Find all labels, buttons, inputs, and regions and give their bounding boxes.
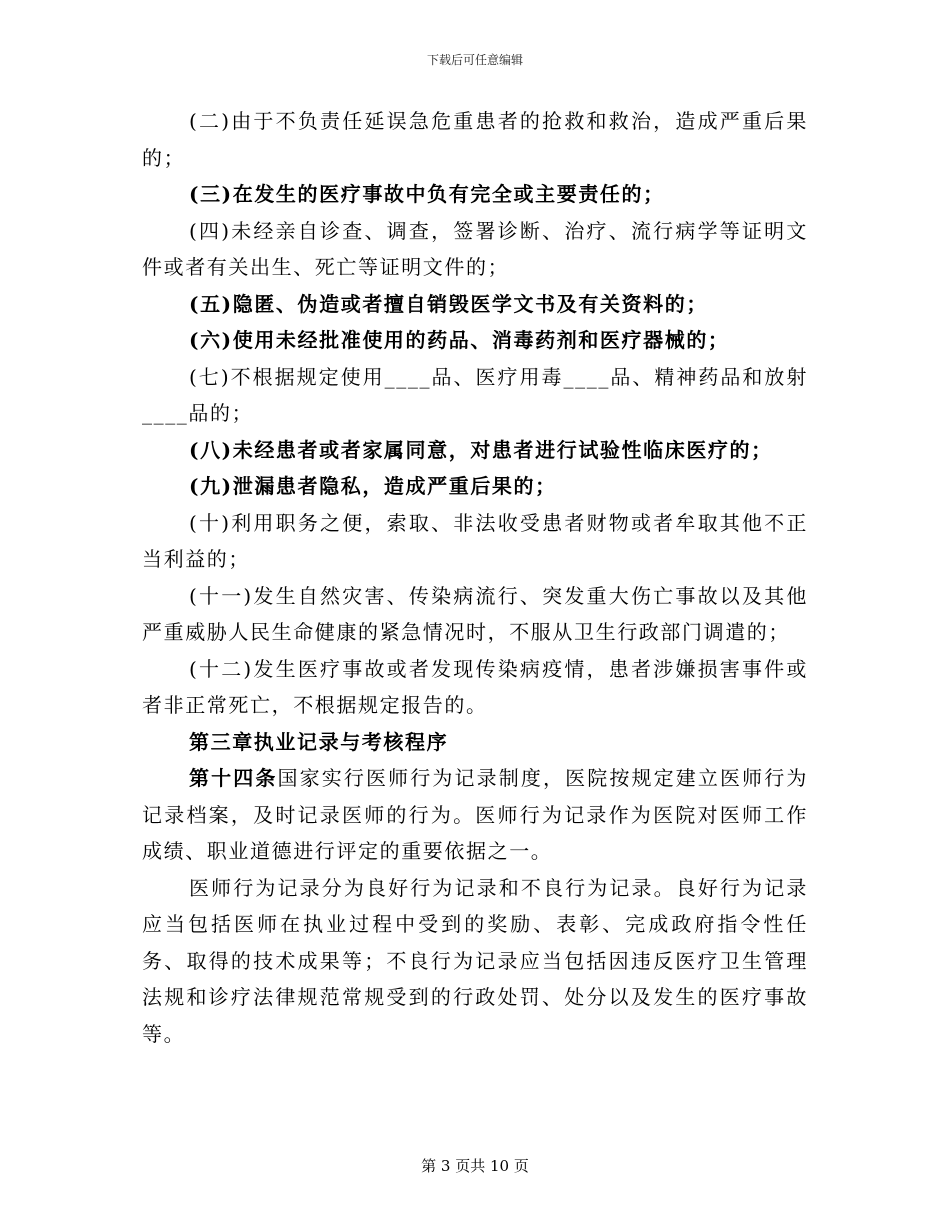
clause-9: (九)泄漏患者隐私，造成严重后果的； xyxy=(189,474,557,498)
clause-6: (六)使用未经批准使用的药品、消毒药剂和医疗器械的； xyxy=(189,328,730,352)
page-number: 第 3 页共 10 页 xyxy=(421,1157,529,1175)
clause-8: (八)未经患者或者家属同意，对患者进行试验性临床医疗的； xyxy=(189,437,773,462)
clause-2: (二)由于不负责任延误急危重患者的抢救和救治，造成严重后果的； xyxy=(142,109,808,170)
clause-4: (四)未经亲自诊查、调查，签署诊断、治疗、流行病学等证明文件或者有关出生、死亡等证明文件的； xyxy=(142,218,808,279)
clause-10: (十)利用职务之便，索取、非法收受患者财物或者牟取其他不正当利益的； xyxy=(142,510,808,571)
document-body xyxy=(142,103,808,1052)
article-14 xyxy=(142,760,808,870)
chapter-heading: 第三章执业记录与考核程序 xyxy=(189,729,449,754)
article-14-text: 国家实行医师行为记录制度，医院按规定建立医师行为记录档案，及时记录医师的行为。医师行为记录作为医院对医师工作成绩、职业道德进行评定的重要依据之一。 xyxy=(142,766,809,863)
page-header-note: 下载后可任意编辑 xyxy=(426,53,523,67)
clause-12: (十二)发生医疗事故或者发现传染病疫情，患者涉嫌损害事件或者非正常死亡，不根据规定报告的。 xyxy=(142,656,808,717)
behavior-record-paragraph: 医师行为记录分为良好行为记录和不良行为记录。良好行为记录应当包括医师在执业过程中受到的奖励、表彰、完成政府指令性任务、取得的技术成果等；不良行为记录应当包括因违反医疗卫生管理法规和诊疗法律规范常规受到的行政处罚、处分以及发生的医疗事故等。 xyxy=(142,875,808,1046)
article-14-number: 第十四条 xyxy=(189,766,278,790)
clause-7: (七)不根据规定使用____品、医疗用毒____品、精神药品和放射____品的； xyxy=(142,364,808,425)
clause-11: (十一)发生自然灾害、传染病流行、突发重大伤亡事故以及其他严重威胁人民生命健康的紧急情况时，不服从卫生行政部门调遣的； xyxy=(142,583,808,644)
clause-5: (五)隐匿、伪造或者擅自销毁医学文书及有关资料的； xyxy=(189,291,708,316)
clause-3: (三)在发生的医疗事故中负有完全或主要责任的； xyxy=(189,182,665,206)
